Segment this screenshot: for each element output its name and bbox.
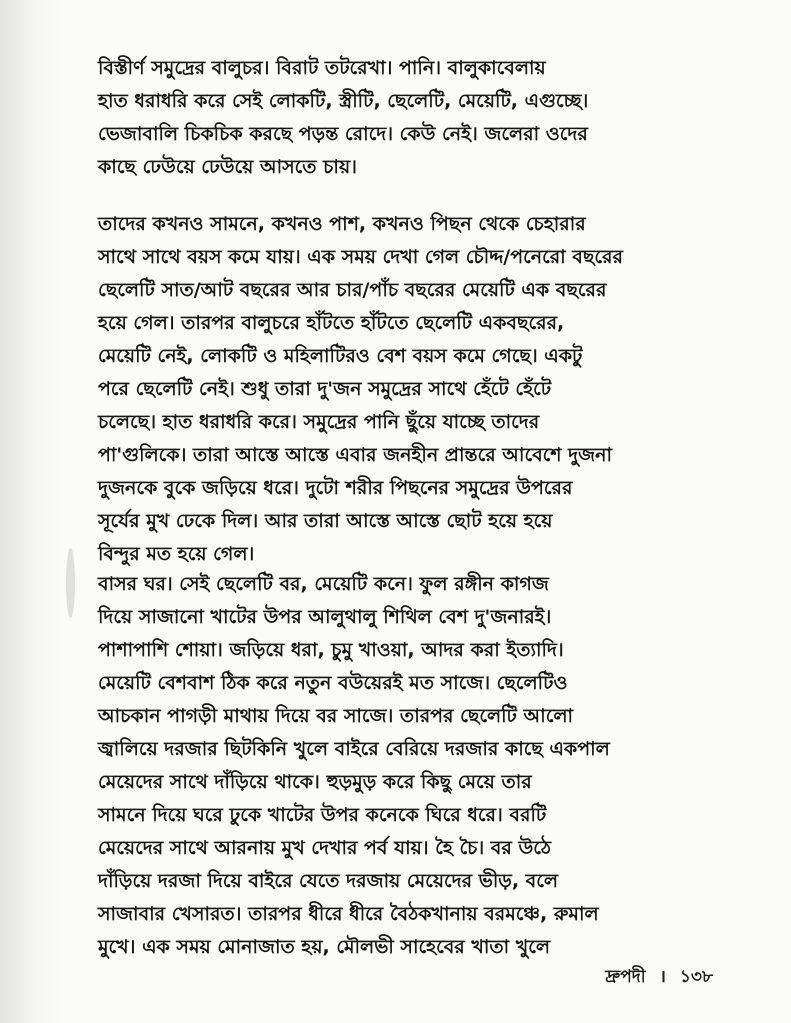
paragraph-3: বাসর ঘর। সেই ছেলেটি বর, মেয়েটি কনে। ফুল রঙ্গীন কাগজ দিয়ে সাজানো খাটের উপর আলুথালু শিথিল বেশ দু'জনারই। পাশাপাশি শোয়া। জড়িয়ে ধরা, চুমু খাওয়া, আদর করা ইত্যাদি। মেয়েটি বেশবাশ ঠিক করে নতুন বউয়েরই মত সাজে। ছেলেটিও আচকান পাগড়ী মাথায় দিয়ে বর সাজে। তারপর ছেলেটি আলো জ্বালিয়ে দরজার ছিটকিনি খুলে বাইরে বেরিয়ে দরজার কাছে একপাল মেয়েদের সাথে দাঁড়িয়ে থাকে। হুড়মুড় করে কিছু মেয়ে তার সামনে দিয়ে ঘরে ঢুকে খাটের উপর কনেকে ঘিরে ধরে। বরটি মেয়েদের সাথে আরনায় মুখ দেখার পর্ব যায়। হৈ চৈ। বর উঠে দাঁড়িয়ে দরজা দিয়ে বাইরে যেতে দরজায় মেয়েদের ভীড়, বলে সাজাবার খেসারত। তারপর ধীরে ধীরে বৈঠকখানায় বরমঞ্চে, রুমাল মুখে। এক সময় মোনাজাত হয়, মৌলভী সাহেবের খাতা খুলে (98, 573, 610, 958)
paragraph-2: তাদের কখনও সামনে, কখনও পাশ, কখনও পিছন থেকে চেহারার সাথে সাথে বয়স কমে যায়। এক সময় দেখা গেল চৌদ্দ/পনেরো বছরের ছেলেটি সাত/আট বছরের আর চার/পাঁচ বছরের মেয়েটি এক বছরের হয়ে গেল। তারপর বালুচরে হাঁটতে হাঁটতে ছেলেটি একবছরের, মেয়েটি নেই, লোকটি ও মহিলাটিরও বেশ বয়স কমে গেছে। একটু পরে ছেলেটি নেই। শুধু তারা দু'জন সমুদ্রের সাথে হেঁটে হেঁটে চলেছে। হাত ধরাধরি করে। সমুদ্রের পানি ছুঁয়ে যাচ্ছে তাদের পা'গুলিকে। তারা আস্তে আস্তে এবার জনহীন প্রান্তরে আবেশে দুজনা দুজনকে বুকে জড়িয়ে ধরে। দুটো শরীর পিছনের সমুদ্রের উপরের সূর্যের মুখ ঢেকে দিল। আর তারা আস্তে আস্তে ছোট হয়ে হয়ে বিন্দুর মত হয়ে গেল। (98, 213, 623, 565)
footer-separator: । (659, 967, 666, 987)
page-number: ১৩৮ (679, 967, 713, 987)
paragraph-1: বিস্তীর্ণ সমুদ্রের বালুচর। বিরাট তটরেখা। পানি। বালুকাবেলায় হাত ধরাধরি করে সেই লোকটি, স্ত্রীটি, ছেলেটি, মেয়েটি, এগুচ্ছে। ভেজাবালি চিকচিক করছে পড়ন্ত রোদে। কেউ নেই। জলেরা ওদের কাছে ঢেউয়ে ঢেউয়ে আসতে চায়। (98, 57, 589, 178)
page-footer (597, 964, 713, 992)
body-text-block-1 (98, 52, 728, 184)
body-text-block-2 (98, 208, 728, 571)
journal-name: দ্রুপদী (605, 967, 646, 987)
page-edge-mark (66, 548, 75, 618)
binding-shadow (0, 0, 60, 1023)
body-text-block-3 (98, 568, 728, 964)
